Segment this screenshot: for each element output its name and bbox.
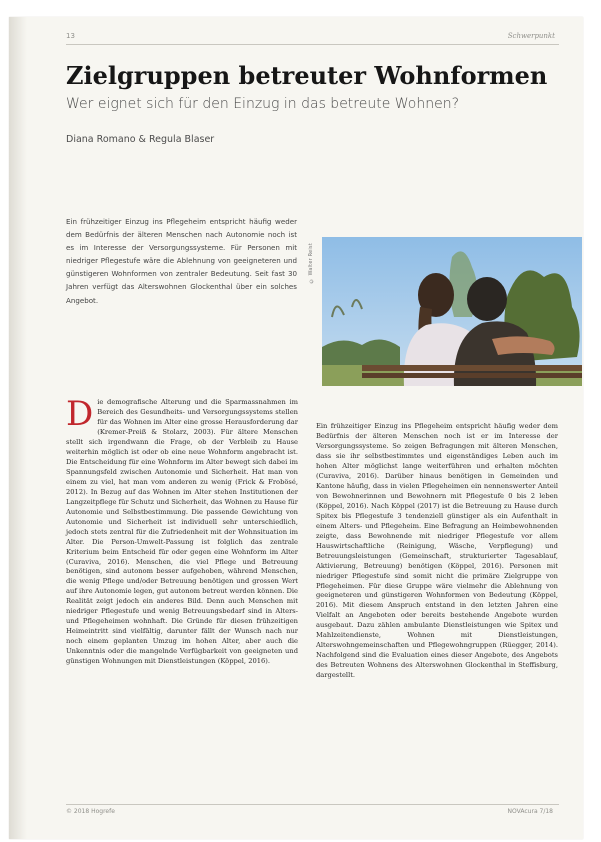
article-title: Zielgruppen betreuter Wohnformen [66, 61, 548, 90]
page-number: 13 [66, 32, 75, 40]
section-label: Schwerpunkt [507, 32, 555, 40]
photo-credit: © Walter Reist [309, 243, 314, 283]
footer-rule [66, 804, 559, 805]
page-gutter [9, 17, 27, 839]
footer-issue: NOVAcura 7/18 [507, 808, 553, 815]
body-column-right: Ein frühzeitiger Einzug ins Pflegeheim entspricht häufig weder dem Bedürfnis der älteren Menschen noch ist er im Interesse der Versorgungssysteme. So zeigen Befragungen mit älteren Menschen, dass sie ihr selbstbestimmtes und eigenständiges Leben auch im hohen Alter möglichst lange weiterführen und erhalten möchten (Curaviva, 2016). Darüber hinaus benötigen in Gemeinden und Kantone häufig, dass in vielen Pflegeheimen ein nennenswerter Anteil von Bewohnerinnen und Bewohnern mit Pflegestufe 0 bis 2 leben (Köppel, 2016). Nach Köppel (2017) ist die Betreuung zu Hause durch Spitex bis Pflegestufe 3 tendenziell günstiger als ein Aufenthalt in einem Alters- und Pflegeheim. Eine Befragung an Heimbewohnenden zeigte, dass Bewohnende mit niedriger Pflegestufe vor allem Hauswirtschaftliche (Reinigung, Wäsche, Verpflegung) und Betreuungsleistungen (Gemeinschaft, strukturierter Tagesablauf, Aktivierung, Betreuung) benötigen (Köppel, 2016). Personen mit niedriger Pflegestufe sind somit nicht die primäre Zielgruppe von Pflegeheimen. Für diese Gruppe wäre vielmehr die Ablehnung von geeigneteren und günstigeren Wohnformen von Bedeutung (Köppel, 2016). Mit diesem Anspruch entstand in den letzten Jahren eine Vielfalt an Angeboten oder bereits bestehende Angebote wurden ausgebaut. Dazu zählen ambulante Dienstleistungen wie Spitex und Mahlzeitendienste, Wohnen mit Dienstleistungen, Alterswohngemeinschaften und Pflegewohngruppen (Rüegger, 2014). Nachfolgend sind die Evaluation eines dieser Angebote, des Angebots des Betreuten Wohnens des Alterswohnen Glockenthal in Steffisburg, dargestellt. [316, 422, 558, 680]
drop-cap: D [66, 394, 94, 434]
article-lead: Ein frühzeitiger Einzug ins Pflegeheim entspricht häufig weder dem Bedürfnis der älteren Menschen nach Autonomie noch ist es im Interesse der Versorgungssysteme. Für Personen mit niedriger Pflegestufe wäre die Ablehnung von geeigneteren und günstigeren Wohnformen von zentraler Bedeutung. Seit fast 30 Jahren verfügt das Alterswohnen Glockenthal über ein solches Angebot. [66, 217, 297, 305]
article-subtitle: Wer eignet sich für den Einzug in das betreute Wohnen? [66, 96, 460, 112]
body-column-left [66, 394, 298, 667]
article-photo [322, 237, 582, 386]
article-authors: Diana Romano & Regula Blaser [66, 134, 215, 145]
magazine-page [9, 17, 583, 839]
header-rule [66, 44, 559, 45]
body-text-left: ie demografische Alterung und die Sparmassnahmen im Bereich des Gesundheits- und Versorgungssystems stellen für das Wohnen im Alter eine grosse Herausforderung dar (Kremer-Preiß & Stolarz, 2003). Für ältere Menschen stellt sich irgendwann die Frage, ob der Verbleib zu Hause weiterhin möglich ist oder ob eine neue Wohnform angebracht ist. Die Entscheidung für eine Wohnform im Alter bewegt sich dabei im Spannungsfeld zwischen Autonomie und Sicherheit. Hat man von einem zu viel, hat man vom anderen zu wenig (Frick & Frobösé, 2012). In Bezug auf das Wohnen im Alter stehen Institutionen der Langzeitpflege für Schutz und Sicherheit, das Wohnen zu Hause für Autonomie und Selbstbestimmung. Die passende Gewichtung von Autonomie und Sicherheit ist individuell sehr unterschiedlich, jedoch stets zentral für die Zufriedenheit mit der Wohnsituation im Alter. Die Person-Umwelt-Passung ist folglich das zentrale Kriterium beim Entscheid für oder gegen eine Wohnform im Alter (Curaviva, 2016). Menschen, die viel Pflege und Betreuung benötigen, sind autonom besser aufgehoben, während Menschen, die wenig Pflege und/oder Betreuung benötigen und grossen Wert auf ihre Autonomie legen, gut autonom betreut werden können. Die Realität zeigt jedoch ein anderes Bild. Denn auch Menschen mit niedriger Pflegestufe und wenig Betreuungsbedarf sind in Alters- und Pflegeheimen wohnhaft. Die Gründe für diesen frühzeitigen Heimeintritt sind vielfältig, darunter fällt der Wunsch nach nur noch einem geplanten Umzug im hohen Alter, aber auch die Unkenntnis oder die mangelnde Verfügbarkeit von geeigneten und günstigen Wohnungen mit Dienstleistungen (Köppel, 2016). [66, 398, 298, 666]
footer-copyright: © 2018 Hogrefe [66, 808, 115, 815]
couple-on-bench-photo [322, 237, 582, 386]
